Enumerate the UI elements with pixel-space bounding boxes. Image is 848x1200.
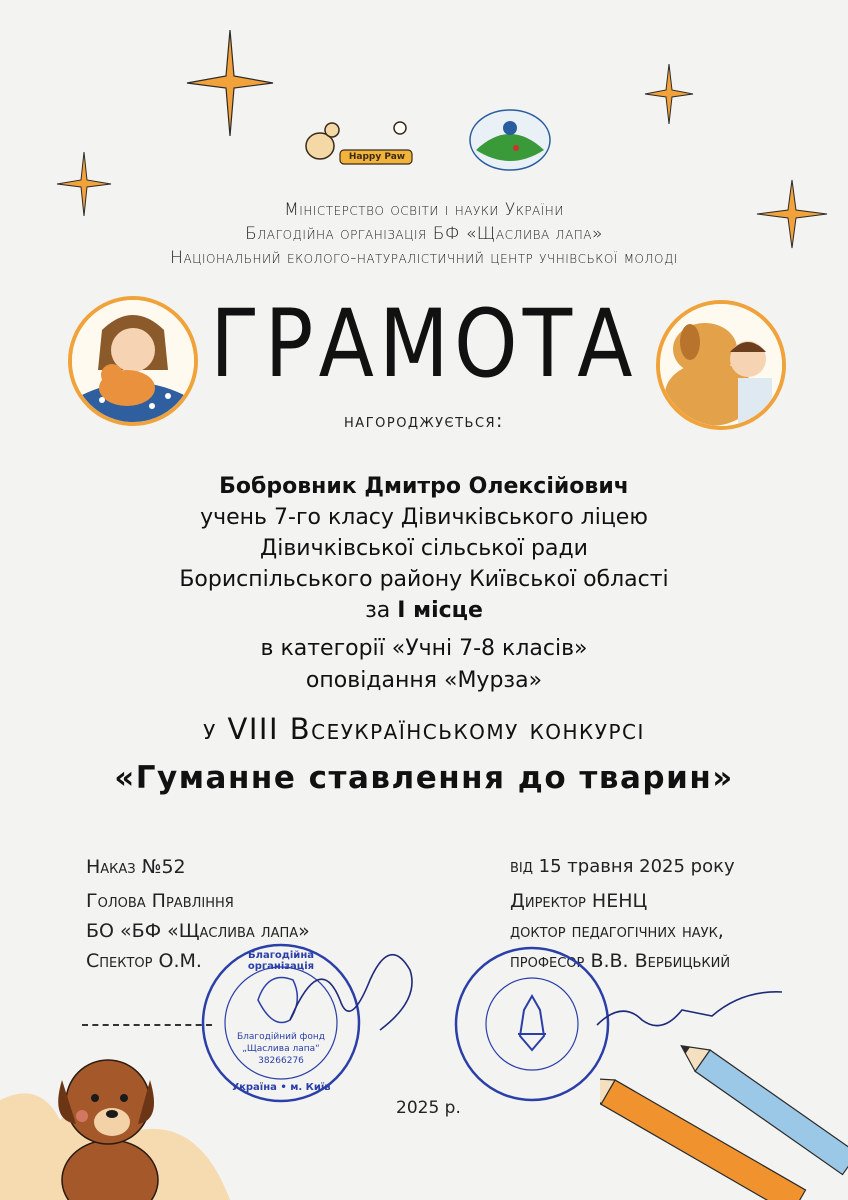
nenc-emblem-logo [466,108,554,174]
header-ministry: Міністерство освіти і науки України [284,200,564,220]
document-year: 2025 р. [396,1098,461,1118]
story-line: оповідання «Мурза» [305,668,543,693]
star-icon [185,28,275,138]
signer-right-name: професор В.В. Вербицький [510,950,731,972]
order-number: Наказ №52 [86,856,186,878]
header-center: Національний еколого-натуралістичний центр учнівської молоді [170,248,678,268]
nenc-seal [452,944,612,1104]
signer-left-title: Голова Правління [86,890,234,912]
recipient-region: Бориспільського району Київської області [179,567,669,592]
place-value: I місце [397,598,483,623]
place-prefix: за [365,598,398,623]
signature-line [82,1024,212,1026]
stamp-ring-text: Благодійна організація [247,950,315,972]
signer-right-degree: доктор педагогічних наук, [510,920,724,942]
stamp-inner-line3: 38266276 [258,1056,304,1066]
recipient-council: Дівичківської сільської ради [260,536,588,561]
pencils-illustration [600,1030,848,1200]
puppy-illustration [0,1040,230,1200]
happy-paw-logo [296,118,416,168]
recipient-name: Бобровник Дмитро Олексійович [219,474,629,499]
signer-left-org: БО «БФ «Щаслива лапа» [86,920,310,942]
awarded-label: нагороджується: [344,410,504,432]
stamp-inner-line1: Благодійний фонд [236,1032,325,1042]
signature-left [280,940,430,1050]
contest-name: «Гуманне ставлення до тварин» [114,760,734,796]
happy-paw-logo-text: Happy Paw [348,152,406,162]
document-title: ГРАМОТА [210,290,638,399]
recipient-class: учень 7-го класу Дівичківського ліцею [200,505,648,530]
order-date-value: 15 травня 2025 року [538,856,735,877]
order-date-prefix: від [510,856,533,877]
stamp-inner-line2: „Щаслива лапа“ [242,1044,320,1054]
category-line: в категорії «Учні 7-8 класів» [260,636,588,661]
place-line [0,598,848,623]
stamp-bottom-text: Україна • м. Київ [231,1082,331,1093]
order-date [510,856,735,877]
signer-left-name: Спектор О.М. [86,950,202,972]
star-icon [643,62,695,126]
header-charity: Благодійна організація БФ «Щаслива лапа» [245,224,603,244]
signer-right-title: Директор НЕНЦ [510,890,648,912]
contest-line: у VIII Всеукраїнському конкурсі [203,712,645,746]
